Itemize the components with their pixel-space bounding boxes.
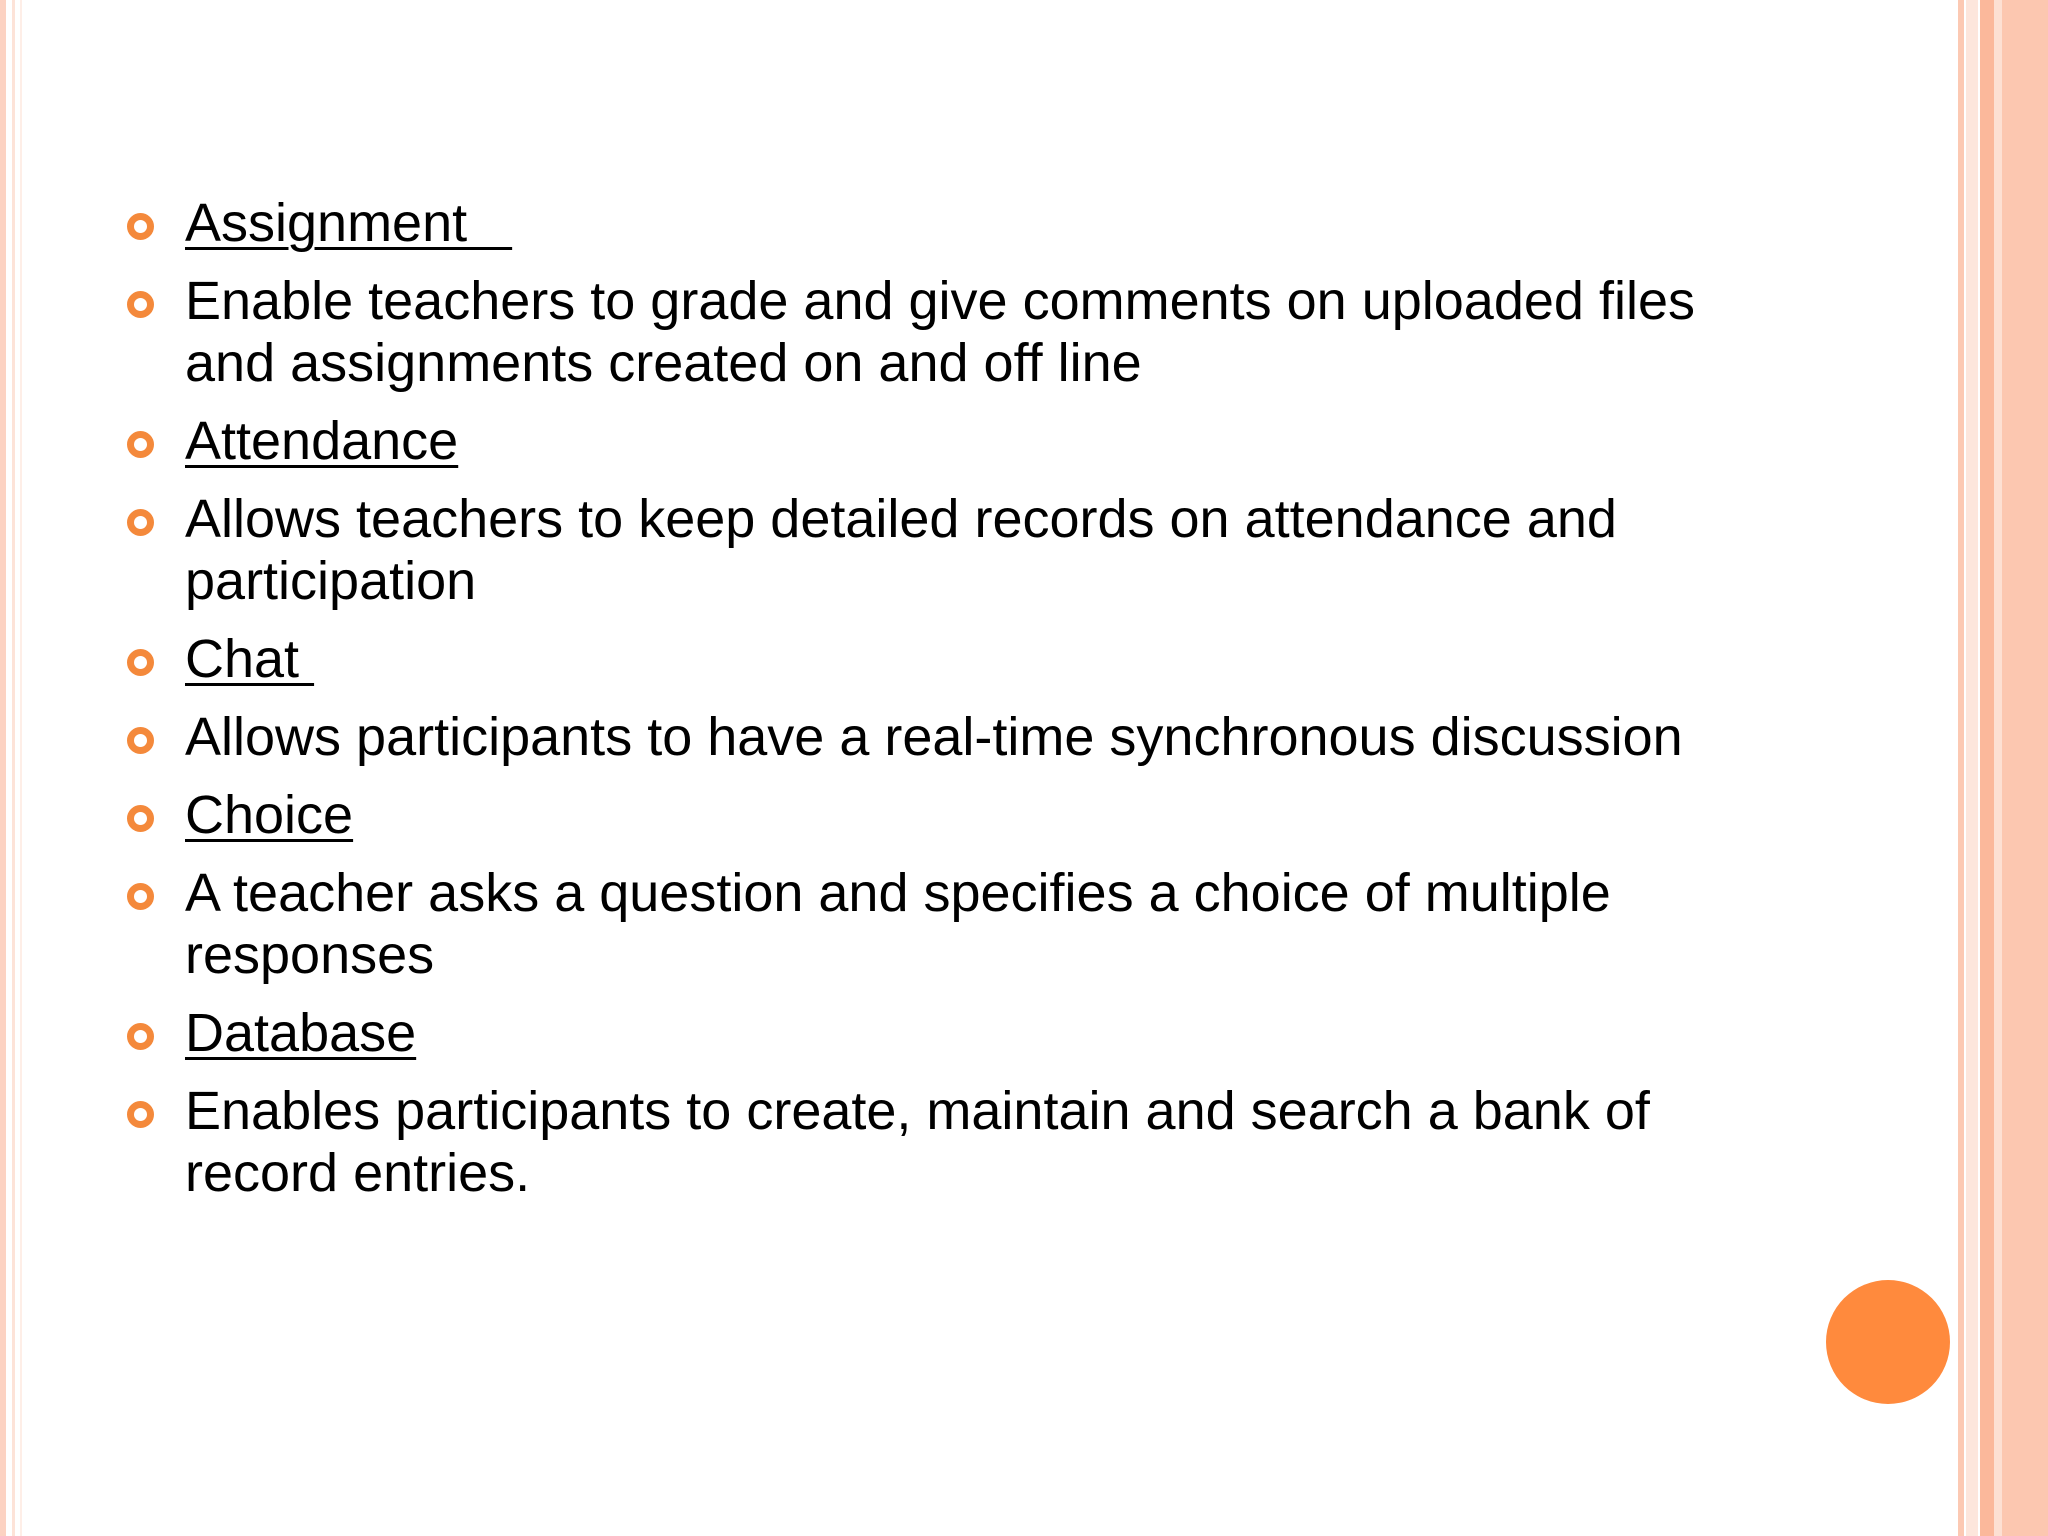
list-item-attendance-heading [124, 410, 1764, 472]
right-border-stripe [1994, 0, 2002, 1536]
ring-bullet-icon [127, 727, 154, 754]
list-item-assignment-description [124, 270, 1764, 394]
list-item-choice-description [124, 862, 1764, 986]
item-text: Enables participants to create, maintain and search a bank of record entries. [185, 1081, 1650, 1203]
ring-bullet-icon [127, 213, 154, 240]
left-border-stripe [0, 0, 6, 1536]
ring-bullet-icon [127, 431, 154, 458]
item-text: Attendance [185, 411, 459, 471]
ring-bullet-icon [127, 1023, 154, 1050]
list-item-choice-heading [124, 784, 1764, 846]
list-item-chat-heading [124, 628, 1764, 690]
list-item-assignment-heading [124, 192, 1764, 254]
ring-bullet-icon [127, 509, 154, 536]
item-text: Allows teachers to keep detailed records on attendance and participation [185, 489, 1617, 611]
right-border-stripe [1958, 0, 1964, 1536]
item-text: Choice [185, 785, 354, 845]
list-item-chat-description [124, 706, 1764, 768]
left-border-stripe [12, 0, 15, 1536]
right-border-stripe [1966, 0, 1978, 1536]
item-text: Assignment [185, 193, 513, 253]
ring-bullet-icon [127, 805, 154, 832]
ring-bullet-icon [127, 649, 154, 676]
list-item-database-description [124, 1080, 1764, 1204]
ring-bullet-icon [127, 291, 154, 318]
item-text: Allows participants to have a real-time synchronous discussion [185, 707, 1683, 767]
right-border-stripe [1980, 0, 1994, 1536]
ring-bullet-icon [127, 1101, 154, 1128]
decorative-circle-icon [1826, 1280, 1950, 1404]
item-text: A teacher asks a question and specifies a choice of multiple responses [185, 863, 1611, 985]
list-item-attendance-description [124, 488, 1764, 612]
item-text: Chat [185, 629, 315, 689]
right-border-stripe [2002, 0, 2048, 1536]
bullet-list [124, 192, 1764, 1220]
left-border-stripe [20, 0, 22, 1536]
item-text: Enable teachers to grade and give comments on uploaded files and assignments created on and off line [185, 271, 1695, 393]
ring-bullet-icon [127, 883, 154, 910]
item-text: Database [185, 1003, 417, 1063]
list-item-database-heading [124, 1002, 1764, 1064]
